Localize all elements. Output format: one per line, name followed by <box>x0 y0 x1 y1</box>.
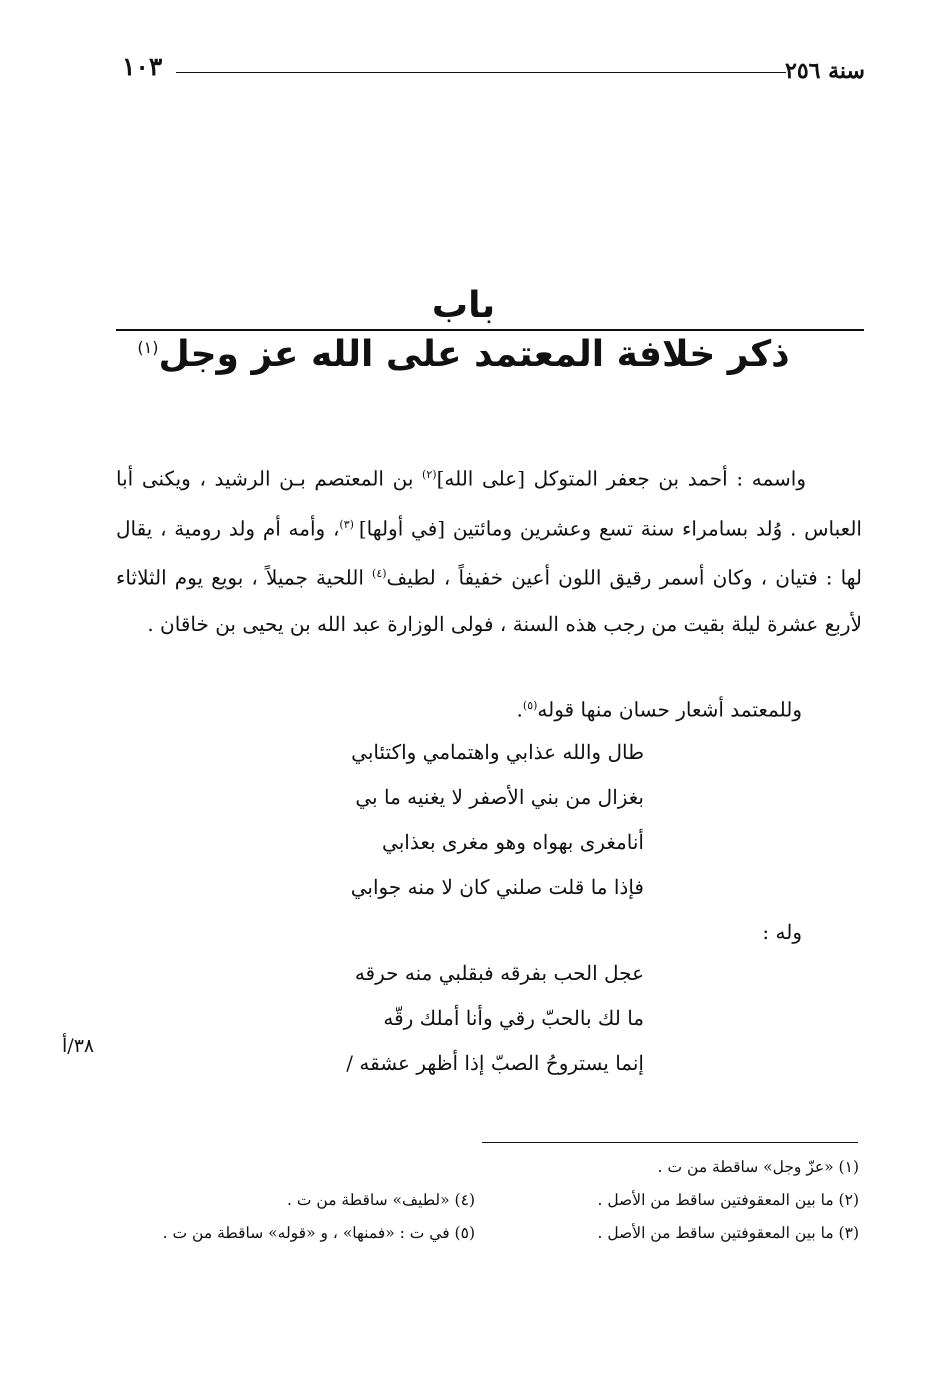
footnote-ref-2: (٢) <box>422 468 437 481</box>
chapter-word: باب <box>431 285 496 326</box>
paragraph-text-4: اللحية جميلاً ، بويع يوم الثلاثاء لأربع عشرة ليلة بقيت من رجب هذه السنة ، فولى الوزارة عبد الله بن يحيى بن خاقان . <box>116 565 862 636</box>
poem-2 <box>224 951 644 1086</box>
verse-line: عجل الحب بفرقه فبقلبي منه حرقه <box>354 961 644 985</box>
paragraph-text-3: ، وأمه أم ولد رومية ، يقال لها : فتيان ، وكان أسمر رقيق اللون أعين خفيفاً ، لطيف <box>116 516 862 590</box>
poetry-intro-2: وله : <box>762 920 802 944</box>
header-rule <box>176 72 786 73</box>
footnote-ref-1: (١) <box>137 338 159 357</box>
footnote-ref-5: (٥) <box>522 699 538 712</box>
footnote-rule <box>482 1142 858 1143</box>
body-paragraph <box>116 452 862 647</box>
verse-line: أنامغرى بهواه وهو مغرى بعذابي <box>382 830 644 854</box>
page-number: ١٠٣ <box>122 52 163 81</box>
poetry-intro-end: . <box>516 697 523 722</box>
verse-line: إنما يستروحُ الصبّ إذا أظهر عشقه / <box>346 1051 644 1075</box>
footnote-ref-4: (٤) <box>372 567 387 581</box>
poetry-intro-1 <box>116 686 802 730</box>
footnote-2: (٢) ما بين المعقوفتين ساقط من الأصل . <box>597 1191 859 1209</box>
footnote-5: (٥) في ت : «فمنها» ، و «قوله» ساقطة من ت . <box>162 1224 475 1242</box>
footnote-ref-3: (٣) <box>339 517 359 531</box>
verse-line: طال والله عذابي واهتمامي واكتئابي <box>351 740 644 764</box>
verse-line: بغزال من بني الأصفر لا يغنيه ما بي <box>355 785 644 809</box>
folio-margin-note: ٣٨/أ <box>62 1035 95 1057</box>
verse-line: ما لك بالحبّ رقي وأنا أملك رقّه <box>383 1006 644 1030</box>
heading-rule <box>116 329 864 331</box>
poem-1 <box>224 730 644 910</box>
chapter-title <box>0 334 927 375</box>
chapter-title-text: ذكر خلافة المعتمد على الله عز وجل <box>158 334 790 375</box>
footnote-4: (٤) «لطيف» ساقطة من ت . <box>287 1191 475 1209</box>
paragraph-text-1: واسمه : أحمد بن جعفر المتوكل [على الله] <box>436 466 806 491</box>
paragraph-text-2: بن المعتصم بـن الرشيد ، ويكنى أبا العباس . وُلد بسامراء سنة تسع وعشرين ومائتين [في أولها] <box>116 466 862 541</box>
verse-line: فإذا ما قلت صلني كان لا منه جوابي <box>350 875 644 899</box>
footnote-1: (١) «عزّ وجل» ساقطة من ت . <box>657 1158 859 1176</box>
poetry-intro-text-1: وللمعتمد أشعار حسان منها قوله <box>537 697 802 722</box>
running-header-year: سنة ٢٥٦ <box>785 58 865 84</box>
footnote-3: (٣) ما بين المعقوفتين ساقط من الأصل . <box>597 1224 859 1242</box>
